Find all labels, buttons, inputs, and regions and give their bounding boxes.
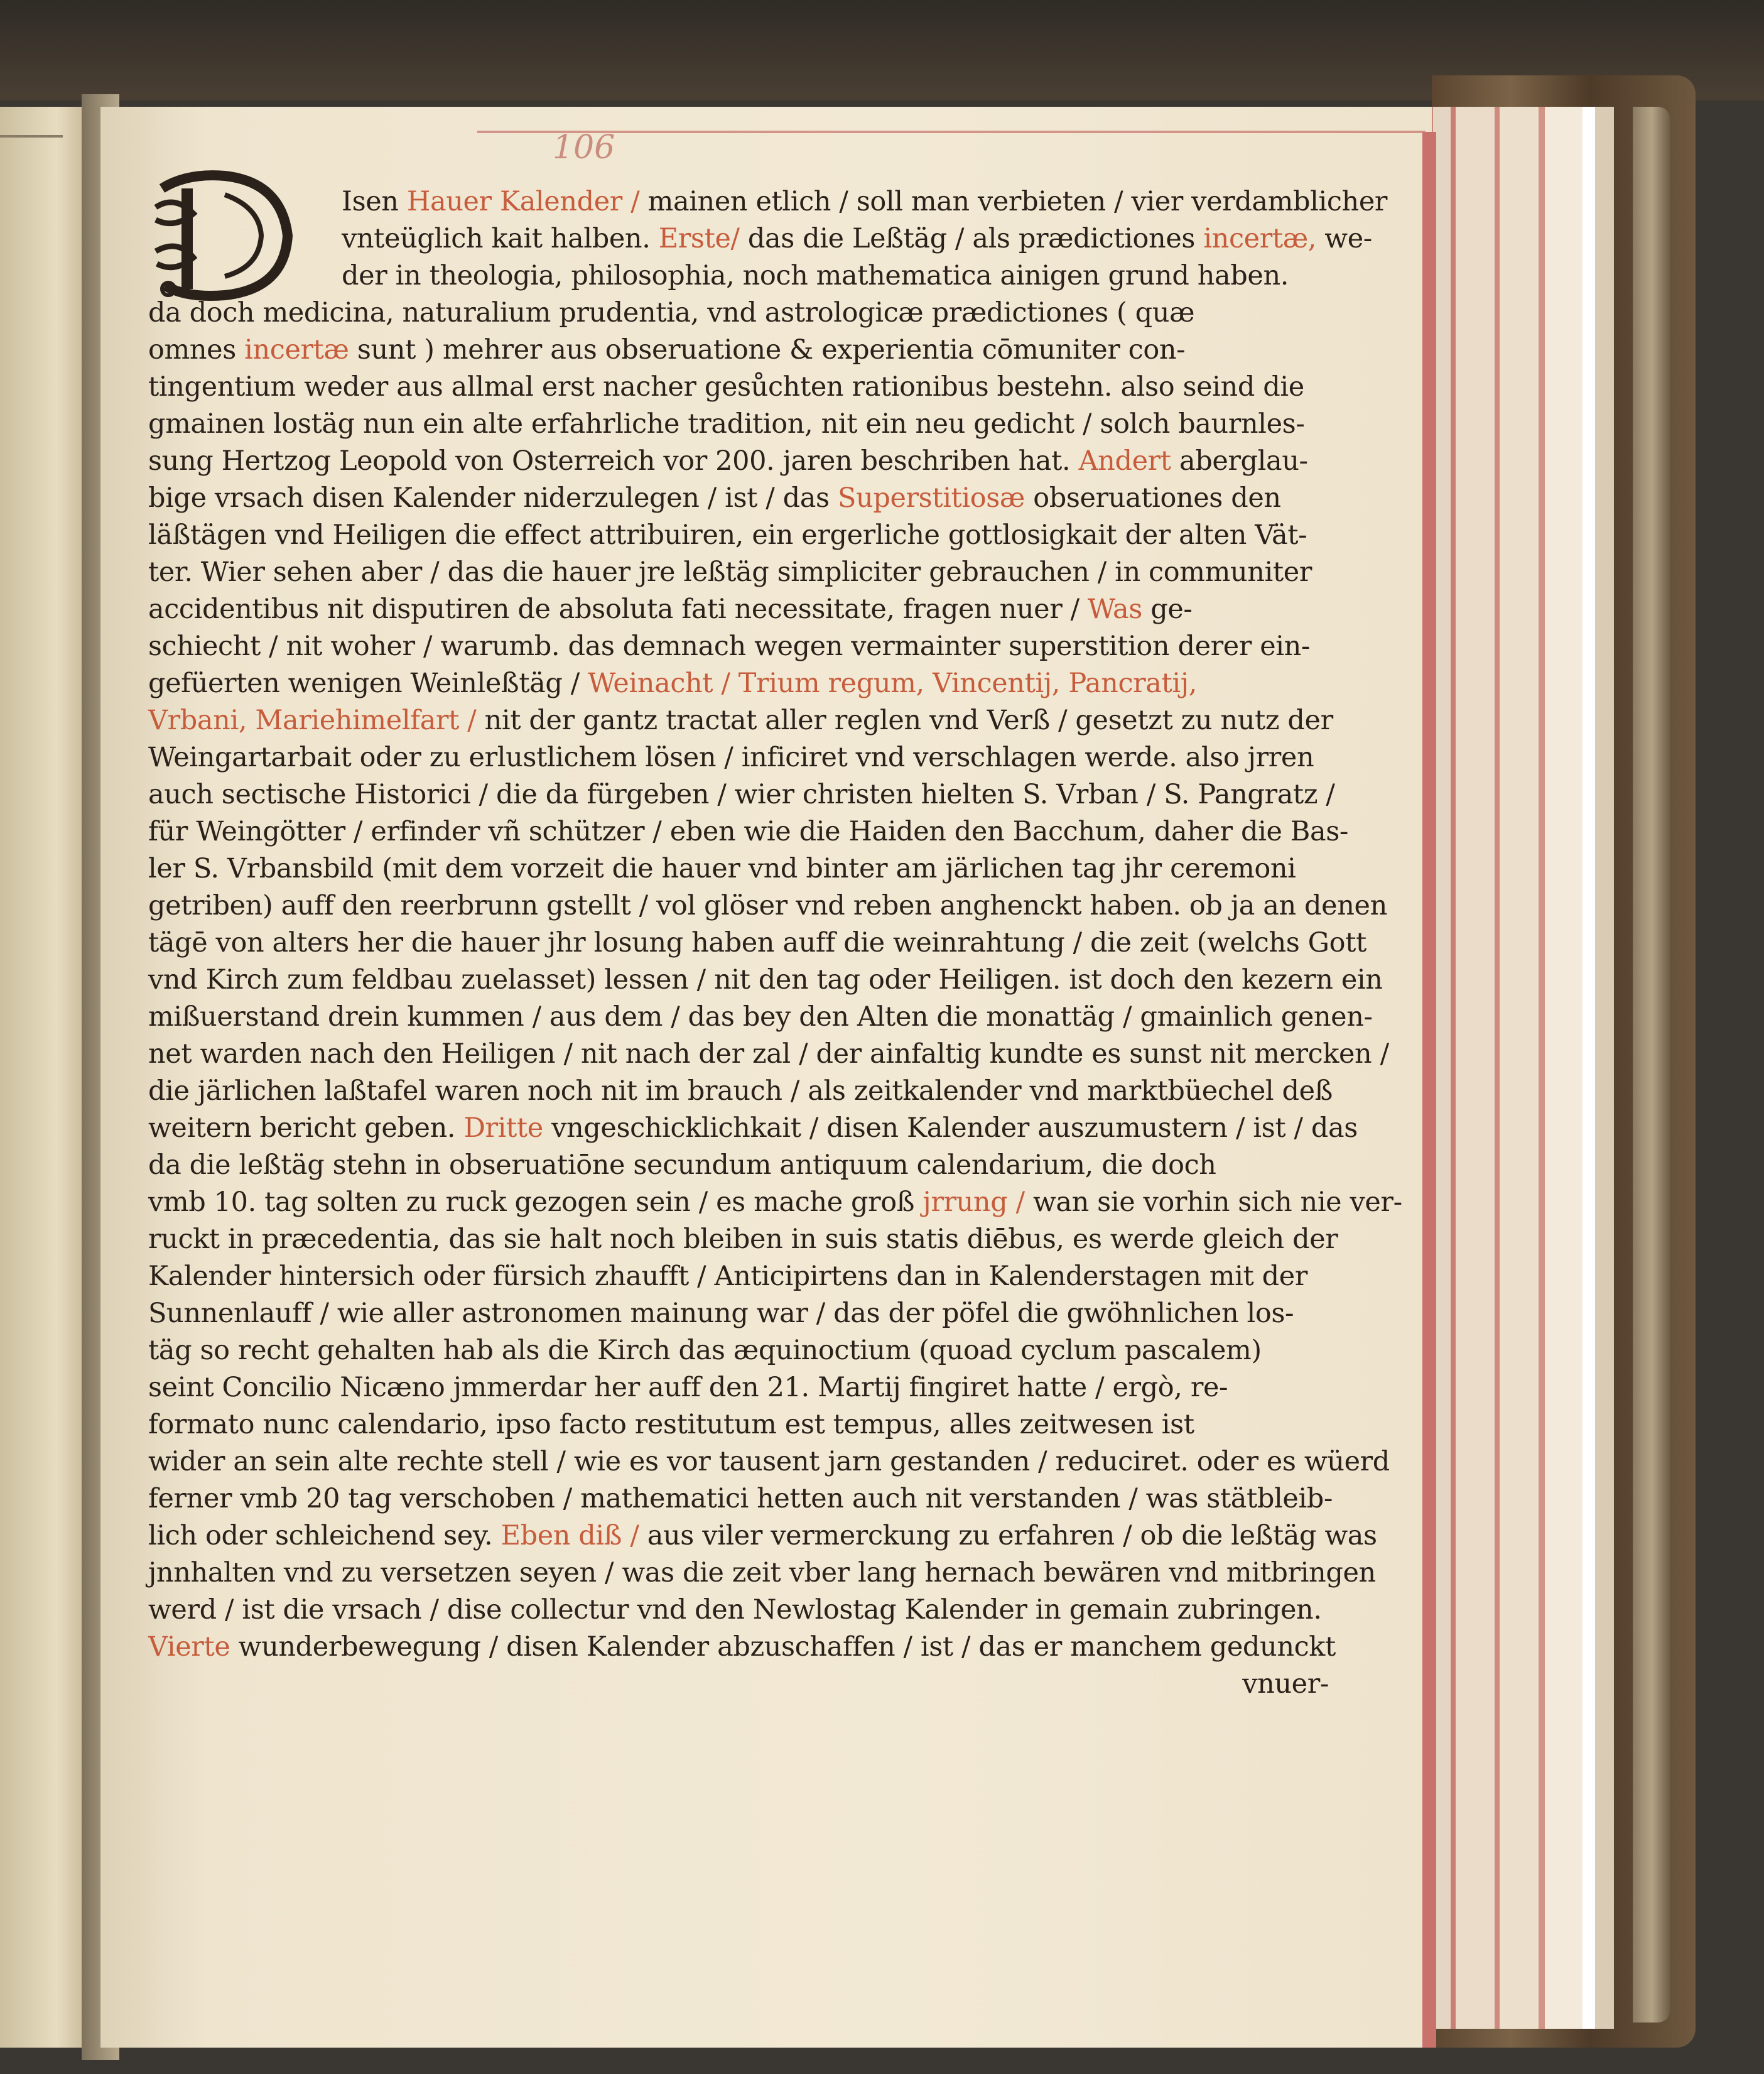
text-line: [148, 1406, 1341, 1443]
body-text-segment: aus viler vermerckung zu erfahren / ob die leßtäg was: [639, 1520, 1377, 1551]
text-line: [148, 813, 1348, 850]
body-text-segment: das die Leßtäg / als prædictiones: [739, 223, 1204, 254]
text-line: [148, 517, 1341, 554]
rubric-text: Erste/: [658, 223, 740, 254]
body-text-segment: tingentium weder aus allmal erst nacher gesůchten rationibus bestehn. also seind die: [148, 371, 1304, 403]
text-line: [148, 554, 1341, 591]
body-text-segment: gefüerten wenigen Weinleßtäg /: [148, 668, 588, 699]
body-text-segment: Kalender hintersich oder fürsich zhaufft / Anticipirtens dan in Kalenderstagen mit der: [148, 1261, 1308, 1292]
rubric-text: Vierte: [148, 1631, 230, 1663]
text-line: [148, 183, 1388, 220]
rubric-text: Eben diß /: [501, 1520, 639, 1551]
body-text-segment: accidentibus nit disputiren de absoluta fati necessitate, fragen nuer /: [148, 594, 1088, 625]
body-text-segment: getriben) auff den reerbrunn gstellt / vol glöser vnd reben anghenckt haben. ob ja an denen: [148, 890, 1387, 921]
text-line: [148, 1221, 1341, 1258]
body-text-segment: tägē von alters her die hauer jhr losung haben auff die weinrahtung / die zeit (welchs Gott: [148, 927, 1366, 958]
body-text-segment: ruckt in præcedentia, das sie halt noch bleiben in suis statis diēbus, es werde gleich der: [148, 1224, 1338, 1255]
body-text-segment: Sunnenlauff / wie aller astronomen mainung war / das der pöfel die gwöhnlichen los-: [148, 1298, 1294, 1329]
text-line: [148, 1517, 1377, 1555]
body-text-segment: mainen etlich / soll man verbieten / vier verdamblicher: [639, 186, 1388, 217]
text-line: [148, 888, 1387, 925]
text-line: [148, 1110, 1358, 1147]
body-text-segment: da doch medicina, naturalium prudentia, vnd astrologicæ prædictiones ( quæ: [148, 297, 1195, 328]
body-text-segment: vngeschicklichkait / disen Kalender auszumustern / ist / das: [543, 1112, 1358, 1144]
text-line: [148, 332, 1341, 369]
text-line: [148, 739, 1341, 776]
body-text-segment: sung Hertzog Leopold von Osterreich vor 200. jaren beschriben hat.: [148, 445, 1079, 477]
body-text-segment: ler S. Vrbansbild (mit dem vorzeit die hauer vnd binter am järlichen tag jhr ceremoni: [148, 853, 1296, 884]
body-text-segment: lich oder schleichend sey.: [148, 1520, 501, 1551]
rubric-text: Dritte: [463, 1112, 543, 1144]
body-text-segment: ter. Wier sehen aber / das die hauer jre leßtäg simpliciter gebrauchen / in communiter: [148, 557, 1312, 588]
body-text-segment: Weingartarbait oder zu erlustlichem lösen / inficiret vnd verschlagen werde. also jrren: [148, 742, 1314, 773]
body-text-segment: ge-: [1142, 594, 1193, 625]
body-text: [148, 183, 1402, 1703]
folio-number: 106: [553, 129, 615, 166]
body-text-segment: mißuerstand drein kummen / aus dem / das bey den Alten die monattäg / gmainlich genen-: [148, 1001, 1373, 1033]
body-text-segment: auch sectische Historici / die da fürgeben / wier christen hielten S. Vrban / S. Pangratz /: [148, 779, 1335, 810]
text-line: [148, 962, 1383, 999]
text-line: [148, 1369, 1341, 1406]
body-text-segment: gmainen lostäg nun ein alte erfahrliche tradition, nit ein neu gedicht / solch baurnles-: [148, 408, 1305, 440]
text-line: [148, 1258, 1341, 1295]
rubric-text: Was: [1088, 594, 1142, 625]
body-text-segment: we-: [1316, 223, 1372, 254]
text-line: [148, 1295, 1341, 1332]
rubric-text: jrrung /: [923, 1186, 1025, 1218]
text-line: [148, 776, 1341, 813]
top-rule: [477, 131, 1426, 133]
body-text-segment: die järlichen laßtafel waren noch nit im brauch / als zeitkalender vnd marktbüechel deß: [148, 1075, 1333, 1107]
text-line: [148, 1332, 1341, 1369]
body-text-segment: läßtägen vnd Heiligen die effect attribuiren, ein ergerliche gottlosigkait der alten Vät-: [148, 519, 1307, 551]
text-line: [148, 258, 1341, 295]
body-text-segment: jnnhalten vnd zu versetzen seyen / was die zeit vber lang hernach bewären vnd mitbringen: [148, 1557, 1376, 1588]
rubric-text: incertæ,: [1203, 223, 1317, 254]
book-cover-edge: [1633, 107, 1670, 2022]
text-line: [148, 665, 1341, 702]
left-page-rule: [0, 135, 63, 138]
text-line: [148, 850, 1341, 888]
text-line: [148, 999, 1373, 1036]
text-line: [148, 1073, 1341, 1110]
rubric-text: Hauer Kalender /: [406, 186, 640, 217]
red-page-edge: [1422, 132, 1436, 2048]
body-text-segment: für Weingötter / erfinder vñ schützer / eben wie die Haiden den Bacchum, daher die Bas-: [148, 816, 1348, 847]
rubric-text: Weinacht / Trium regum, Vincentij, Pancratij,: [588, 668, 1197, 699]
text-line: [148, 1184, 1402, 1221]
text-line: [148, 220, 1372, 258]
body-text-segment: nit der gantz tractat aller reglen vnd Verß / gesetzt zu nutz der: [476, 705, 1333, 736]
rubric-text: Vrbani, Mariehimelfart /: [148, 705, 477, 736]
text-line: [148, 1036, 1389, 1073]
body-text-segment: vmb 10. tag solten zu ruck gezogen sein / es mache groß: [148, 1186, 923, 1218]
body-text-segment: wunderbewegung / disen Kalender abzuschaffen / ist / das er manchem gedunckt: [230, 1631, 1336, 1663]
body-text-segment: werd / ist die vrsach / dise collectur vnd den Newlostag Kalender in gemain zubringen.: [148, 1594, 1322, 1626]
body-text-segment: täg so recht gehalten hab als die Kirch das æquinoctium (quoad cyclum pascalem): [148, 1335, 1262, 1366]
text-line: [148, 1443, 1390, 1480]
text-line: [148, 1555, 1376, 1592]
text-line: [148, 1666, 1341, 1703]
text-line: [148, 925, 1366, 962]
body-text-segment: aberglau-: [1171, 445, 1308, 477]
text-line: [148, 480, 1341, 517]
body-text-segment: vnuer-: [1242, 1668, 1329, 1700]
body-text-segment: Isen: [342, 186, 407, 217]
text-line: [148, 443, 1341, 480]
body-text-segment: wan sie vorhin sich nie ver-: [1024, 1186, 1402, 1218]
text-line: [148, 406, 1341, 443]
rubric-text: Andert: [1078, 445, 1171, 477]
body-text-segment: omnes: [148, 334, 245, 366]
text-line: [148, 591, 1341, 628]
page-edges: [1426, 107, 1614, 2029]
text-line: [148, 628, 1341, 665]
text-line: [148, 1629, 1341, 1666]
body-text-segment: ferner vmb 20 tag verschoben / mathematici hetten auch nit verstanden / was stätbleib-: [148, 1483, 1333, 1514]
body-text-segment: vnd Kirch zum feldbau zuelasset) lessen / nit den tag oder Heiligen. ist doch den kezern ein: [148, 964, 1383, 996]
text-line: [148, 1480, 1341, 1517]
text-line: [148, 295, 1341, 332]
body-text-segment: seint Concilio Nicæno jmmerdar her auff den 21. Martij fingiret hatte / ergò, re-: [148, 1372, 1228, 1403]
text-line: [148, 1147, 1341, 1184]
body-text-segment: obseruationes den: [1024, 482, 1281, 514]
body-text-segment: vnteüglich kait halben.: [342, 223, 659, 254]
body-text-segment: sunt ) mehrer aus obseruatione & experientia cōmuniter con-: [349, 334, 1186, 366]
body-text-segment: weitern bericht geben.: [148, 1112, 464, 1144]
left-page: [0, 107, 94, 2048]
body-text-segment: der in theologia, philosophia, noch mathematica ainigen grund haben.: [342, 260, 1289, 291]
rubric-text: Superstitiosæ: [837, 482, 1025, 514]
body-text-segment: schiecht / nit woher / warumb. das demnach wegen vermainter superstition derer ein-: [148, 631, 1311, 662]
body-text-segment: da die leßtäg stehn in obseruatiōne secundum antiquum calendarium, die doch: [148, 1149, 1216, 1181]
text-line: [148, 702, 1341, 739]
text-line: [148, 1592, 1341, 1629]
body-text-segment: formato nunc calendario, ipso facto restitutum est tempus, alles zeitwesen ist: [148, 1409, 1194, 1440]
body-text-segment: net warden nach den Heiligen / nit nach der zal / der ainfaltig kundte es sunst nit mercken /: [148, 1038, 1389, 1070]
text-line: [148, 369, 1341, 406]
body-text-segment: wider an sein alte rechte stell / wie es vor tausent jarn gestanden / reduciret. oder es wüerd: [148, 1446, 1390, 1477]
body-text-segment: bige vrsach disen Kalender niderzulegen / ist / das: [148, 482, 838, 514]
rubric-text: incertæ: [244, 334, 349, 366]
